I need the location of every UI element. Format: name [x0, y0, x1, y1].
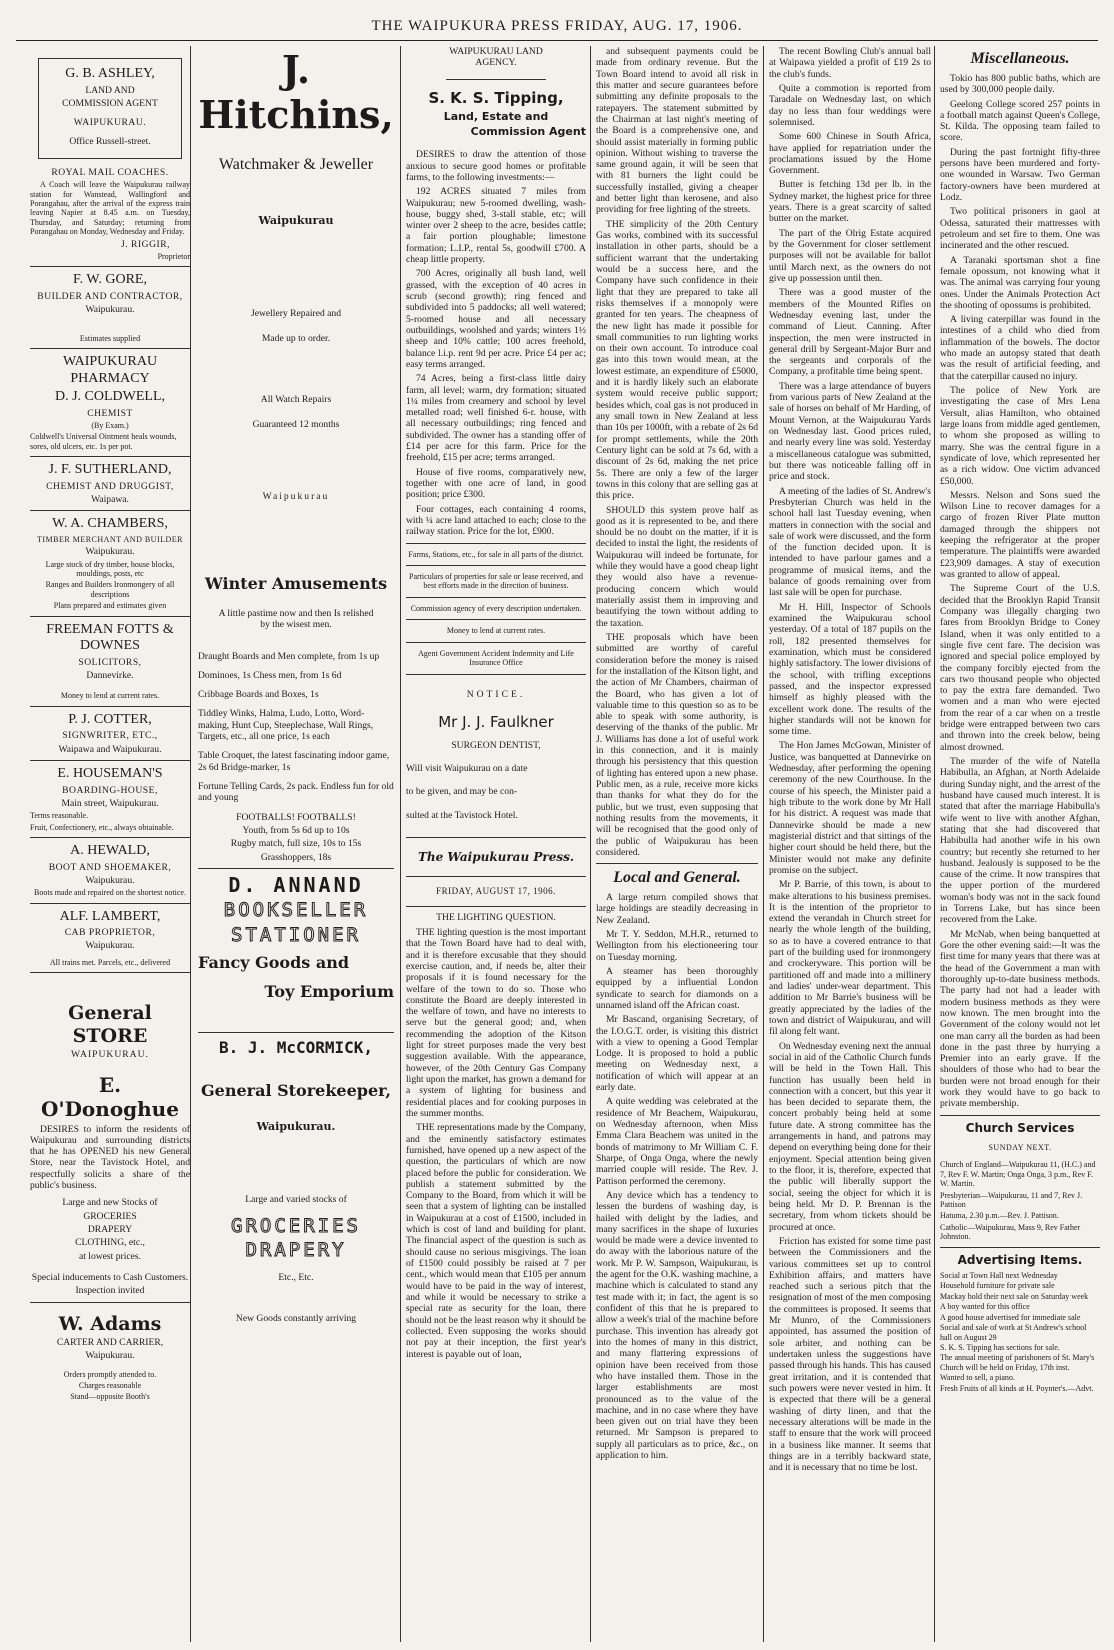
column-rule [190, 46, 191, 1642]
column-3: WAIPUKURAU LAND AGENCY. S. K. S. Tipping, Land, Estate and Commission Agent DESIRES to draw the attention of those anxious to secure good homes or profitable farms, to the following investments:— 192 ACRES situated 7 miles from Waipukurau; new 5-roomed dwelling, wash-house, buggy shed, 3-stall stable, etc; will winter over 2 sheep to the acre, besides cattle; a fair portion ploughable; limestone formation; L.I.P., rental 5s, goodwill £700. A cheap little property. 700 Acres, originally all bush land, well grassed, with the exception of 40 acres in scrub (second growth); ring fenced and subdivided into 5 paddocks; all well watered; 5-roomed house and all necessary outbuildings, woolshed and yards; winters 1½ sheep and 10% cattle; 100 acres freehold, balance l.i.p. rent 9d per acre. Price £4 per ac; easy terms arranged. 74 Acres, being a first-class little dairy farm, all level; warm, dry formation; situated 1¼ miles from creamery and school by level metalled road; well finished 6-r. house, with all necessary outbuildings; ring fenced and subdivided. The owner has a standing offer of £14 per acre for this farm. Price for the freehold, £15 per acre; terms arranged. House of five rooms, comparatively new, together with one acre of land, in good position; price £300. Four cottages, each containing 4 rooms, with ¼ acre land attached to each; close to the railway station. Price for the lot, £900. Farms, Stations, etc., for sale in all parts of the district. Particulars of properties for sale or lease received, and best efforts made in the direction of business. Commission agency of every description undertaken. Money to lend at current rates. Agent Government Accident Indemnity and Life Insurance Office NOTICE. Mr J. J. Faulkner SURGEON DENTIST, Will visit Waipukurau on a date to be given, and may be con- sulted at the Tavistock Hotel. The Waipukurau Press. FRIDAY, AUGUST 17, 1906. THE LIGHTING QUESTION. THE lighting question is the most important that the Town Board have had to deal with, and it is therefore excusable that they should exercise caution, and, if needs be, alter their proposals if it is found necessary for the welfare of the town to do so. Those who constitute the Board are deeply interested in the welfare of town, and have no interests to serve but the general good; and, when recommending the adoption of the Kitson light for street purposes made the very best suggestion available. With the appearance, however, of the 20th Century Gas Company light upon the market, has grown a demand for a system of lighting for business and residential places and for cooking purposes in the summer months. THE representations made by the Company, and the eminently satisfactory estimates furnished, have opened up a new aspect of the question, the particulars of which are now placed before the public for consideration. We publish a statement submitted by the Company to the Board, from which it will be seen that a system of lighting can be installed in Waipukurau at a cost of £1500, included in which is cost of land and building for plant. The financial aspect of the question is such as should cause no serious misgivings. The loan of £1500 could possibly be raised at 7 per cent., which would mean that £105 per annum would have to be paid in the way of interest, and while it would be necessary to strike a special rate as security for the loan, there should not be the least reason why it should be collected. Even supposing the works should not pay at their inception, the first year's interest is payable out of loan, [406, 46, 586, 1360]
ad-hitchins: J. Hitchins, Watchmaker & Jeweller Waipukurau Jewellery Repaired and Made up to order. All Watch Repairs Guaranteed 12 months Waipukurau [198, 47, 394, 502]
ad-mccormick: B. J. McCORMICK, General Storekeeper, Waipukurau. Large and varied stocks of GROCERIES DRAPERY Etc., Etc. New Goods constantly arriving [201, 1038, 391, 1325]
local-general-heading: Local and General. [613, 869, 741, 887]
church-services-heading: Church Services [965, 1120, 1075, 1135]
masthead: THE WAIPUKURA PRESS FRIDAY, AUG. 17, 1906. [371, 18, 743, 34]
ad-lambert: ALF. LAMBERT, CAB PROPRIETOR, Waipukurau. All trains met. Parcels, etc., delivered [49, 908, 171, 967]
column-1-ads [30, 46, 190, 1642]
ad-hewald: A. HEWALD, BOOT AND SHOEMAKER, Waipukurau. Boots made and repaired on the shortest notice. [34, 843, 186, 898]
ad-chambers: W. A. CHAMBERS, TIMBER MERCHANT AND BUILDER Waipukurau. Large stock of dry timber, house blocks, mouldings, posts, etc Ranges and Builders Ironmongery of all descriptions Plans prepared and estimates given [36, 516, 184, 611]
column-rule [934, 46, 935, 1642]
column-6: Miscellaneous. Tokio has 800 public baths, which are used by 300,000 people daily. Geelong College scored 257 points in a football match against Queen's College, St. Kilda. The opposing team failed to score. During the past fortnight fifty-three persons have been murdered and forty-one wounded in Warsaw. Two German factory-owners have been murdered at Lodz. Two political prisoners in gaol at Odessa, saturated their mattresses with petroleum and set fire to them. One was incinerated and the other rescued. A Taranaki sportsman shot a fine female opossum, not knowing what it was. The animal was carrying four young ones. Under the Animals Protection Act the shooting of opossums is prohibited. A living caterpillar was found in the intestines of a child who died from inflammation of the bowels. The doctor who made an autopsy stated that death was the result of artificial feeding, and that the caterpillar caused no injury. The police of New York are investigating the case of Mrs Lena Versult, alias Hamilton, who obtained large loans from middle aged gentlemen, to whom she proposed as willing to marry. She was the central figure in a syndicate of love, which represented her as a rich widow. One victim advanced £50,000. Messrs. Nelson and Sons sued the Wilson Line to recover damages for a cargo of frozen River Plate mutton damaged through the shippers not keeping the refrigerator at the proper temperature. The plaintiffs were awarded £23,909 damages. A stay of execution was granted to allow of appeal. The Supreme Court of the U.S. decided that the Brooklyn Rapid Transit Company was illegally charging two fares from Brooklyn Bridge to Coney Island, when it was only entitled to a single five cent fare. The decision was ignored and special police employed by the company forcibly ejected from the cars two thousand people who objected to pay the extra fare demanded. Two women and a man who were ejected from the rear of a car when on a trestle bridge were entrapped between two cars and thrown into the creek below, being almost drowned. The murder of the wife of Natella Habibulla, an Afghan, at North Adelaide during Sunday night, and the arrest of the husband have caused much interest. It is stated that after the marriage Habibulla's wife went to live with another Afghan, stating that she had discovered that Habibulla had another wife in his own country; but recently she returned to her husband. Jealously is supposed to be the cause of the crime. It now transpires that the upper portion of the murdered woman's body was not in the sack found in Torrens Lake, but has since been recovered from the Lake. Mr McNab, when being banquetted at Gore the other evening said:—It was the first time for many years that there was at the head of the Government a man with thoroughly up-to-date business methods. The party had not had a leader with modern business methods as they were now known. The men brought into the Government of the colony would not let one man carry all the burden as had been done in the past three by hurrying a Premier into an early grave. If the shoulders of those who had to bear the burden were not broad enough for their work they would have to go back to private membership. Church Services SUNDAY NEXT. Church of England—Waipukurau 11, (H.C.) and 7, Rev F. W. Martin; Onga Onga, 3 p.m., Rev F. W. Martin. Presbyterian—Waipukurau, 11 and 7, Rev J. Pattison Hatuma, 2.30 p.m.—Rev. J. Pattison. Catholic—Waipukurau, Mass 9, Rev Father Johnston. Advertising Items. Social at Town Hall next Wednesday Household furniture for private sale Mackay hold their next sale on Saturday week A boy wanted for this office A good house advertised for immediate sale Social and sale of work at St Andrew's school hall on August 29 S. K. S. Tipping has sections for sale. The annual meeting of parishoners of St. Mary's Church will be held on Friday, 17th inst. Wanted to sell, a piano. Fresh Fruits of all kinds at H. Poynter's.—Advt. [940, 50, 1100, 1393]
ad-houseman: E. HOUSEMAN'S BOARDING-HOUSE, Main street, Waipukurau. Terms reasonable. Fruit, Confectionery, etc., always obtainable. [30, 766, 174, 832]
notice-faulkner: NOTICE. Mr J. J. Faulkner SURGEON DENTIST, Will visit Waipukurau on a date to be given, and may be con- sulted at the Tavistock Hotel. [406, 688, 554, 821]
ad-ashley: G. B. ASHLEY, LAND AND COMMISSION AGENT WAIPUKURAU. Office Russell-street. [38, 58, 182, 159]
column-rule [590, 46, 591, 1642]
ad-pharmacy: WAIPUKURAU PHARMACY D. J. COLDWELL, CHEMIST (By Exam.) Coldwell's Universal Ointment heals wounds, sores, old ulcers, etc. 1s per pot. [30, 354, 177, 451]
ad-adams: W. Adams CARTER AND CARRIER, Waipukurau. Orders promptly attended to. Charges reasonable Stand—opposite Booth's [56, 1312, 164, 1402]
advertising-items-heading: Advertising Items. [957, 1252, 1083, 1267]
column-5: The recent Bowling Club's annual ball at Waipawa yielded a profit of £19 2s to the club's funds. Quite a commotion is reported from Taradale on Wednesday last, on which day no less than four weddings were solemnised. Some 600 Chinese in South Africa, have applied for repatriation under the proclamations issued by the Home Government. Butter is fetching 13d per lb. in the Sydney market, the highest price for three years. There is a great scarcity of salted butter on the market. The part of the Olrig Estate acquired by the Government for closer settlement purposes will not be available for ballot until March next, as the owners do not give up possession until then. There was a good muster of the members of the Mounted Rifles on Wednesday evening last, under the command of Lieut. Canning. After inspection, the men were instructed in general drill by Sergeant-Major Burr and the sergeants and corporals of the Company, a profitable time being spent. There was a large attendance of buyers from various parts of New Zealand at the sale of horses on behalf of Mr Harding, of Mount Vernon, at the Waipukurau Yards on Wednesday last. Good prices ruled, and nearly every line was sold. Yesterday a miscellaneous catalogue was submitted, but there was noticeable falling off in price and stock. A meeting of the ladies of St. Andrew's Presbyterian Church was held in the school hall last Tuesday evening, when matters in connection with the social and sale of work were discussed, and the form of the function decided upon. It is intended to have parlour games and a programme of musical items, and the balance of goods remaining over from last sale will be open for purchase. Mr H. Hill, Inspector of Schools examined the Waipukurau school yesterday. Of a total of 187 pupils on the roll, 182 presented themselves for examination, which must be considered highly satisfactory. The lower divisions of the school, with trifling exceptions passed, and the inspector expressed himself as highly pleased with the excellent work done. The results of the higher standards will not be known for some time. The Hon James McGowan, Minister of Justice, was banquetted at Dannevirke on Wednesday, after performing the opening ceremony of the new Courthouse. In the course of his speech, the Minister paid a high tribute to the work done by Mr Hall for his district. A request was made that Dannevirke should be made a new magisterial district and that sittings of the higher court should be held there, but the Minister would not make any definite promise on the subject. Mr P. Barrie, of this town, is about to make alterations to his business premises. It is the intention of the proprietor to extend the verandah in Church street for nearly the whole length of the building, so as to have a covered entrance to that part of the building used for ironmongery and crockeryware. This portion will be partitioned off and made into a millinery and ladies' under-wear department. This addition to Mr Barrie's business will be greatly appreciated by the ladies of the town and district of Waipukurau, and will fil along felt want. On Wednesday evening next the annual social in aid of the Catholic Church funds will be held in the Town Hall. This function has usually been held in connection with a concert, but this year it has been decided to separate them, the concert probably being held at some future date. A strong committee has the arrangements in hand, and patrons may depend on everything being done for their enjoyment. Special attention being given to the floor, it is, therefore, expected that the public will liberally support the social, seeing the object for which it is being held. Mr D. P. Brennan is the secretary, from whom tickets should be procured at once. Friction has existed for some time past between the Commissioners and the various committees set up to control Exhibition affairs, and matters have reached such a serious pitch that the resignation of most of the men composing the committees is proposed. It seems that Mr Munro, of the Commissioners appointed, has assumed the position of sole arbiter, and nothing can be undertaken unless the suggestions have passed through his hands. This has caused great irritation, and it is contended that such powers were never vested in him. It is expected that there will be a general washing of dirty linen, and that the necessary alterations will be made in the staff to ensure that the work will proceed in a business like manner. It seems that things are in a terribly backward state, and it is necessary that no time be lost. [769, 46, 931, 1474]
column-rule [763, 46, 764, 1642]
column-4: and subsequent payments could be made from ordinary revenue. But the Town Board intend to avoid all risk in this matter and secure guarantees before submitting any definite proposals to the ratepayers. The statement submitted by the Chairman at last night's meeting of the Board is a comprehensive one, and should assist materially in forming public opinion. Without wishing to traverse the same ground again, it will be seen that with 81 burners the light could be successfully installed, giving a cheaper and better light than kerosene, and also providing for free lighting of the streets. THE simplicity of the 20th Century Gas works, combined with its successful installation in other parts, should be a sufficient warrant that the undertaking would be a success here, and the Company have such confidence in their light that they are prepared to take all risks themselves if a monopoly were granted for ten years. The cheapness of the new light has made it possible for small communities to run lighting works on their own account. To introduce coal gas into this town would mean, at the lowest estimate, an expenditure of £5000, and it is hardly likely such an elaborate system would receive public support; besides which, coal gas is not produced in any small town in New Zealand at less than 10s per 1000ft, with a rebate of 2s 6d for prompt settlements, while the 20th Century light can be sold at 7s 6d, with a discount of 2s 6d, making the net price 5s. There are only a few of the larger towns in this colony that are selling gas at this price. SHOULD this system prove half as good as it is represented to be, and there should be no doubt on the matter, if it is decided to instal the light, the residents of Waipukurau will indeed be fortunate, for while they would have a good cheap light they would also have a revenue-producing concern which would materially assist them in improving and beautifying the town without adding to the taxation. THE proposals which have been submitted are worthy of careful consideration before the money is raised for the installation of the Kitson light, and the action of Mr Chambers, chairman of the Board, who has given a lot of valuable time to this question so as to be able to speak with some authority, is deserving of the thanks of the public. Mr J. Williams has done a lot of useful work in this connection, and it is mainly through his persistency that this question of lighting has entered upon a new phase. Public men, as a rule, receive more kicks than thanks for what they do for the public, but we trust, even supposing that nothing results from the movements, it will be recognised that the good only of the public of Waipukurau has been considered. Local and General. A large return compiled shows that large holdings are steadily decreasing in New Zealand. Mr T. Y. Seddon, M.H.R., returned to Wellington from his electioneering tour on Tuesday morning. A steamer has been thoroughly equipped by a influential London syndicate to search for diamonds on a unnamed island off the African coast. Mr Bascand, organising Secretary, of the I.O.G.T. order, is visiting this district with a view to opening a Good Templar Lodge. It is proposed to hold a public meeting on Wednesday next, a notification of which will appear at an early date. A quite wedding was celebrated at the residence of Mr Beachem, Waipukurau, on Wednesday afternoon, when Miss Emma Clara Beachem was united in the bonds of matrimony to Mr William C. F. Sharpe, of Onga Onga, where the newly married couple will reside. The Rev. J. Pattison performed the ceremony. Any device which has a tendency to lessen the burdens of washing day, is hailed with delight by the ladies, and many sacrifices in the shape of luxuries would be made were a device invented to do away with the laborious nature of the work. Mr P. W. Sampson, Waipukurau, is the agent for the O.K. washing machine, a machine which is calculated to stand any test made with it; in fact, the agent is so confident of this that he is prepared to allow a week's trial of the machine before purchase. This invention has already got into the homes of many in this district, and many flattering expressions of opinion have been received from those who have installed them. Those in the larger establishments are most pronounced as to the value of the machine, and in no case where they have been given out on trial have they been returned. Mr Sampson is prepared to supply all particulars as to price, &c., on application to him. [596, 46, 758, 1462]
column-2-ads [198, 46, 394, 1642]
masthead-rule [16, 40, 1098, 41]
ad-land-agency: WAIPUKURAU LAND AGENCY. S. K. S. Tipping, Land, Estate and Commission Agent [428, 46, 586, 139]
ad-general-store: General STORE WAIPUKURAU. E. O'Donoghue DESIRES to inform the residents of Waipukurau and surrounding districts that he has OPENED his new General Store, near the Tavistock Hotel, and respectfully solicits a share of the public's business. Large and new Stocks of GROCERIES DRAPERY CLOTHING, etc., at lowest prices. Special inducements to Cash Customers. Inspection invited [30, 1002, 190, 1297]
ad-annand: D. ANNAND BOOKSELLER STATIONER Fancy Goods and Toy Emporium [198, 872, 394, 1002]
ad-cotter: P. J. COTTER, SIGNWRITER, ETC., Waipawa and Waipukurau. [58, 711, 162, 755]
miscellaneous-heading: Miscellaneous. [970, 50, 1070, 67]
ad-sutherland: J. F. SUTHERLAND, CHEMIST AND DRUGGIST, Waipawa. [46, 462, 174, 506]
ad-mail-coaches: ROYAL MAIL COACHES. A Coach will leave the Waipukurau railway station for Wanstead, Wallingford and Porangahau, after the arrival of the express train leaving Napier at 8.45 a.m. on Tuesday, Thursday, and Saturday; returning from Porangahau on Monday, Wednesday and Friday. J. RIGGIR, Proprietor [30, 166, 190, 262]
ad-winter-amusements: Winter Amusements A little pastime now and then Is relished by the wisest men. Draught Boards and Men complete, from 1s up Dominoes, 1s Chess men, from 1s 6d Cribbage Boards and Boxes, 1s Tiddley Winks, Halma, Ludo, Lotto, Word-making, Hunt Cup, Steeplechase, Wall Rings, Targets, etc., all one price, 1s each Table Croquet, the latest fascinating indoor game, 2s 6d Bridge-marker, 1s Fortune Telling Cards, 2s pack. Endless fun for old and young FOOTBALLS! FOOTBALLS! Youth, from 5s 6d up to 10s Rugby match, full size, 10s to 15s Grasshoppers, 18s [198, 574, 394, 863]
ad-freeman: FREEMAN FOTTS & DOWNES SOLICITORS, Dannevirke. Money to lend at current rates. [46, 621, 174, 701]
column-rule [400, 46, 401, 1642]
ad-gore: F. W. GORE, BUILDER AND CONTRACTOR, Waipukurau. Estimates supplied [37, 272, 183, 343]
